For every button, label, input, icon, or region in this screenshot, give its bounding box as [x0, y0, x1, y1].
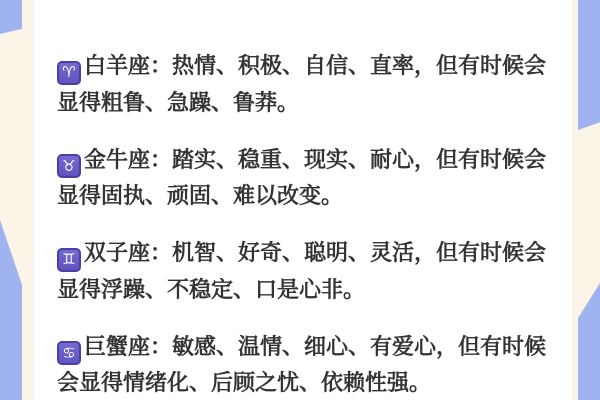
zodiac-line-1 [57, 235, 548, 272]
zodiac-line-1 [57, 48, 548, 85]
zodiac-line-2: 显得粗鲁、急躁、鲁莽。 [57, 89, 300, 115]
zodiac-item-aries [57, 48, 548, 120]
zodiac-line-2: 会显得情绪化、后顾之忧、依赖性强。 [57, 370, 432, 395]
zodiac-text: 白羊座：热情、积极、自信、直率，但有时候会 [84, 53, 547, 78]
cancer-icon: ♋ [57, 341, 81, 365]
aries-icon: ♈ [57, 61, 81, 85]
zodiac-line-2: 显得固执、顽固、难以改变。 [57, 183, 344, 208]
blue-corner-top-right [578, 0, 600, 130]
taurus-icon: ♉ [57, 154, 81, 178]
zodiac-text: 巨蟹座：敏感、温情、细心、有爱心，但有时候 [84, 333, 547, 359]
zodiac-line-1 [57, 142, 548, 179]
zodiac-item-gemini [57, 235, 548, 307]
zodiac-line-1 [57, 329, 548, 366]
content-card [34, 0, 572, 400]
zodiac-item-cancer [57, 329, 548, 400]
blue-corner-top-left [0, 0, 22, 34]
zodiac-text: 金牛座：踏实、稳重、现实、耐心，但有时候会 [84, 146, 547, 172]
blue-corner-bottom-left [0, 220, 22, 400]
zodiac-text: 双子座：机智、好奇、聪明、灵活，但有时候会 [84, 240, 547, 265]
zodiac-item-taurus [57, 142, 548, 214]
zodiac-line-2: 显得浮躁、不稳定、口是心非。 [57, 276, 366, 302]
blue-corner-bottom-right [578, 283, 600, 400]
gemini-icon: ♊ [57, 248, 81, 272]
